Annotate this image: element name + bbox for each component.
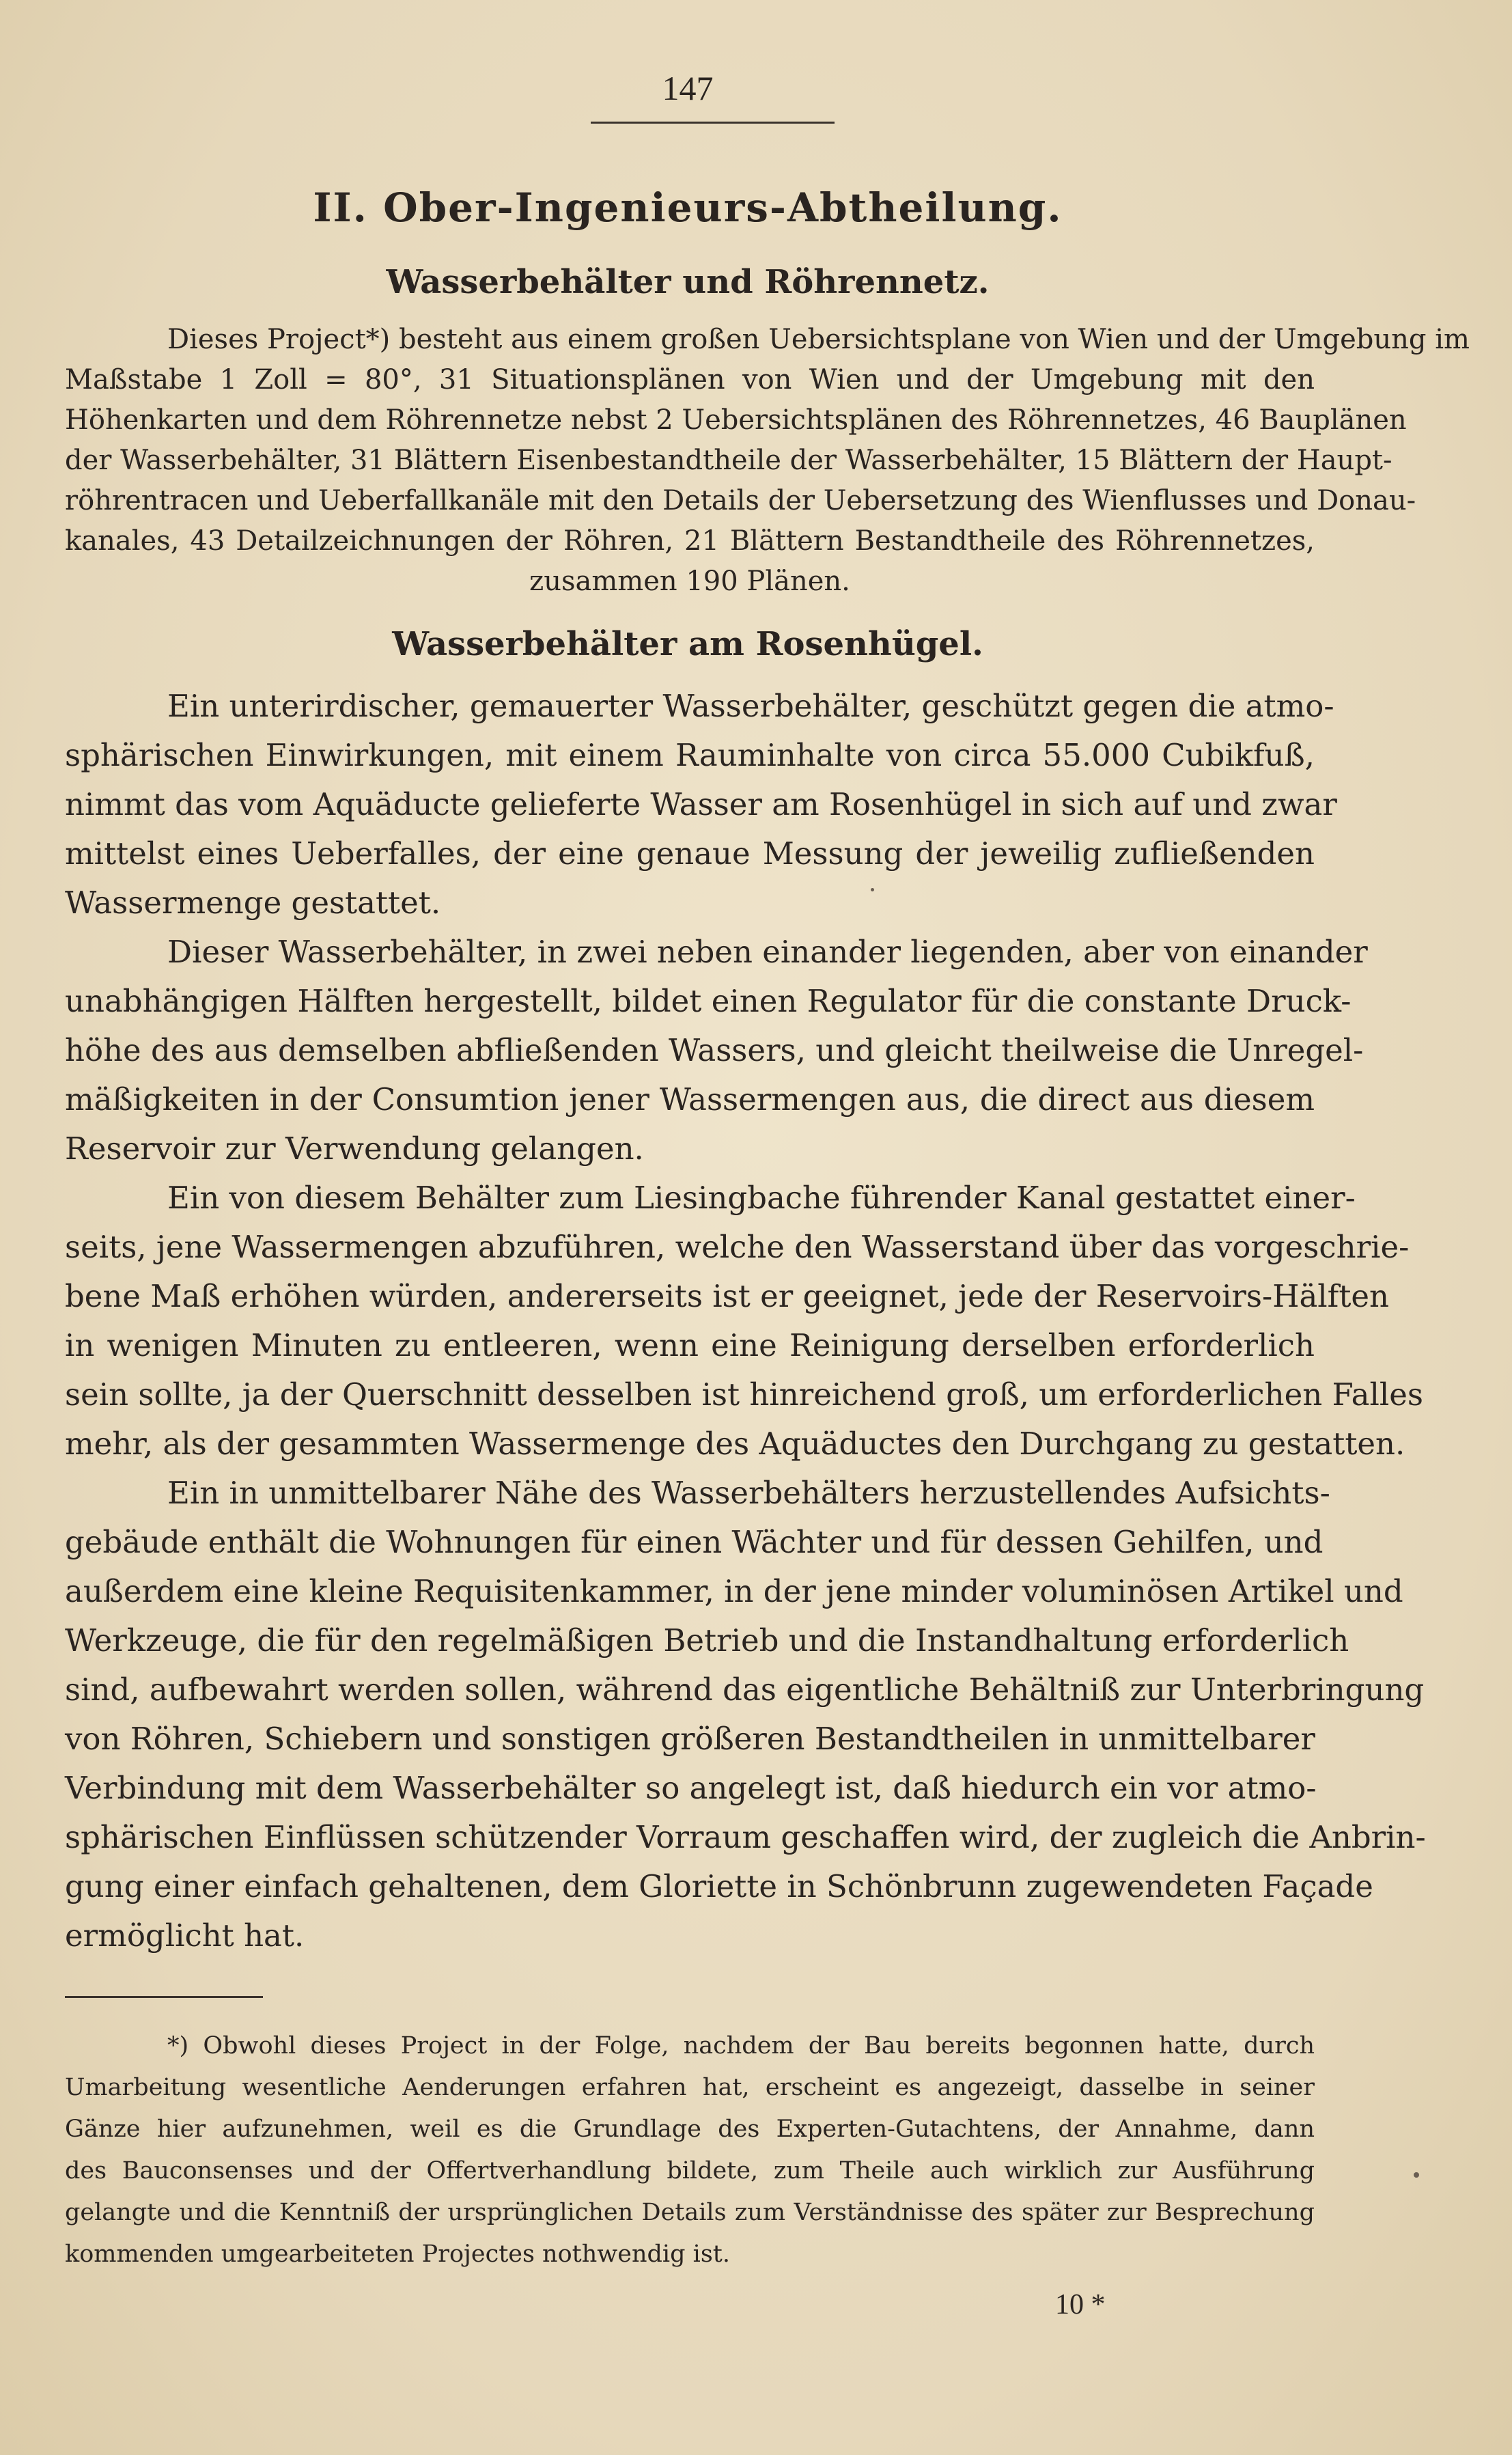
text-line: röhrentracen und Ueberfallkanäle mit den Details der Uebersetzung des Wienflusses und Donau- (65, 485, 1416, 516)
footnote-line: Umarbeitung wesentliche Aenderungen erfahren hat, erscheint es angezeigt, dasselbe in seiner (65, 2074, 1315, 2101)
text-line: Ein unterirdischer, gemauerter Wasserbehälter, geschützt gegen die atmo- (167, 688, 1334, 724)
text-line: unabhängigen Hälften hergestellt, bildet einen Regulator für die constante Druck- (65, 983, 1352, 1019)
footnote-line: *) Obwohl dieses Project in der Folge, nachdem der Bau bereits begonnen hatte, durch (167, 2032, 1315, 2059)
page-number-rule (591, 122, 835, 124)
text-line: Maßstabe 1 Zoll = 80°, 31 Situationsplänen von Wien und der Umgebung mit den (65, 364, 1315, 396)
page-number: 147 (662, 69, 714, 107)
text-line: mäßigkeiten in der Consumtion jener Wassermengen aus, die direct aus diesem (65, 1081, 1315, 1118)
footnote-line: des Bauconsenses und der Offertverhandlung bildete, zum Theile auch wirklich zur Ausführung (65, 2157, 1315, 2184)
text-line: Höhenkarten und dem Röhrennetze nebst 2 Uebersichtsplänen des Röhrennetzes, 46 Bauplänen (65, 404, 1407, 436)
text-line: ermöglicht hat. (65, 1917, 305, 1954)
text-line: Dieser Wasserbehälter, in zwei neben einander liegenden, aber von einander (167, 934, 1368, 970)
paragraph-4 (65, 1469, 1426, 1960)
text-line: sphärischen Einwirkungen, mit einem Rauminhalte von circa 55.000 Cubikfuß, (65, 737, 1315, 773)
text-line: Werkzeuge, die für den regelmäßigen Betrieb und die Instandhaltung erforderlich (65, 1622, 1349, 1659)
paragraph-1 (65, 682, 1337, 928)
heading-rosenhuegel: Wasserbehälter am Rosenhügel. (392, 625, 983, 663)
footnote-rule (65, 1996, 263, 1998)
print-speck (1414, 2172, 1419, 2178)
text-line: Reservoir zur Verwendung gelangen. (65, 1131, 644, 1167)
text-line: außerdem eine kleine Requisitenkammer, in der jene minder voluminösen Artikel und (65, 1573, 1403, 1609)
text-line: nimmt das vom Aquäducte gelieferte Wasser am Rosenhügel in sich auf und zwar (65, 786, 1337, 822)
intro-paragraph (65, 320, 1470, 602)
footnote (65, 2025, 1315, 2275)
text-line: mehr, als der gesammten Wassermenge des Aquäductes den Durchgang zu gestatten. (65, 1426, 1405, 1462)
signature-mark: 10 * (1055, 2289, 1106, 2320)
section-title: II. Ober-Ingenieurs-Abtheilung. (313, 184, 1063, 231)
text-line: der Wasserbehälter, 31 Blättern Eisenbestandtheile der Wasserbehälter, 15 Blättern der Haupt- (65, 445, 1392, 476)
heading-water-network: Wasserbehälter und Röhrennetz. (386, 263, 990, 301)
print-speck (871, 888, 874, 891)
text-line: kanales, 43 Detailzeichnungen der Röhren, 21 Blättern Bestandtheile des Röhrennetzes, (65, 525, 1315, 557)
text-line: bene Maß erhöhen würden, andererseits ist er geeignet, jede der Reservoirs-Hälften (65, 1278, 1390, 1314)
text-line: mittelst eines Ueberfalles, der eine genaue Messung der jeweilig zufließenden (65, 835, 1315, 872)
text-line: von Röhren, Schiebern und sonstigen größeren Bestandtheilen in unmittelbarer (65, 1721, 1315, 1757)
text-line: sind, aufbewahrt werden sollen, während das eigentliche Behältniß zur Unterbringung (65, 1672, 1425, 1708)
text-line: sphärischen Einflüssen schützender Vorraum geschaffen wird, der zugleich die Anbrin- (65, 1819, 1426, 1855)
text-line: Dieses Project*) besteht aus einem großen Uebersichtsplane von Wien und der Umgebung im (167, 324, 1470, 355)
footnote-line: Gänze hier aufzunehmen, weil es die Grundlage des Experten-Gutachtens, der Annahme, dann (65, 2116, 1315, 2143)
text-line: seits, jene Wassermengen abzuführen, welche den Wasserstand über das vorgeschrie- (65, 1229, 1410, 1265)
footnote-line: gelangte und die Kenntniß der ursprünglichen Details zum Verständnisse des später zur Besprechung (65, 2199, 1315, 2226)
paragraph-2 (65, 928, 1368, 1174)
text-line: Verbindung mit dem Wasserbehälter so angelegt ist, daß hiedurch ein vor atmo- (65, 1770, 1317, 1806)
footnote-line: kommenden umgearbeiteten Projectes nothwendig ist. (65, 2241, 730, 2268)
text-line: gung einer einfach gehaltenen, dem Gloriette in Schönbrunn zugewendeten Façade (65, 1868, 1373, 1904)
text-line: zusammen 190 Plänen. (529, 566, 850, 597)
text-line: höhe des aus demselben abfließenden Wassers, und gleicht theilweise die Unregel- (65, 1032, 1364, 1068)
text-line: sein sollte, ja der Querschnitt desselben ist hinreichend groß, um erforderlichen Falles (65, 1376, 1423, 1413)
text-line: Ein von diesem Behälter zum Liesingbache führender Kanal gestattet einer- (167, 1180, 1356, 1216)
text-line: gebäude enthält die Wohnungen für einen Wächter und für dessen Gehilfen, und (65, 1524, 1324, 1560)
text-line: Wassermenge gestattet. (65, 885, 441, 921)
text-line: Ein in unmittelbarer Nähe des Wasserbehälters herzustellendes Aufsichts- (167, 1475, 1330, 1511)
paragraph-3 (65, 1174, 1423, 1469)
text-line: in wenigen Minuten zu entleeren, wenn eine Reinigung derselben erforderlich (65, 1327, 1315, 1363)
